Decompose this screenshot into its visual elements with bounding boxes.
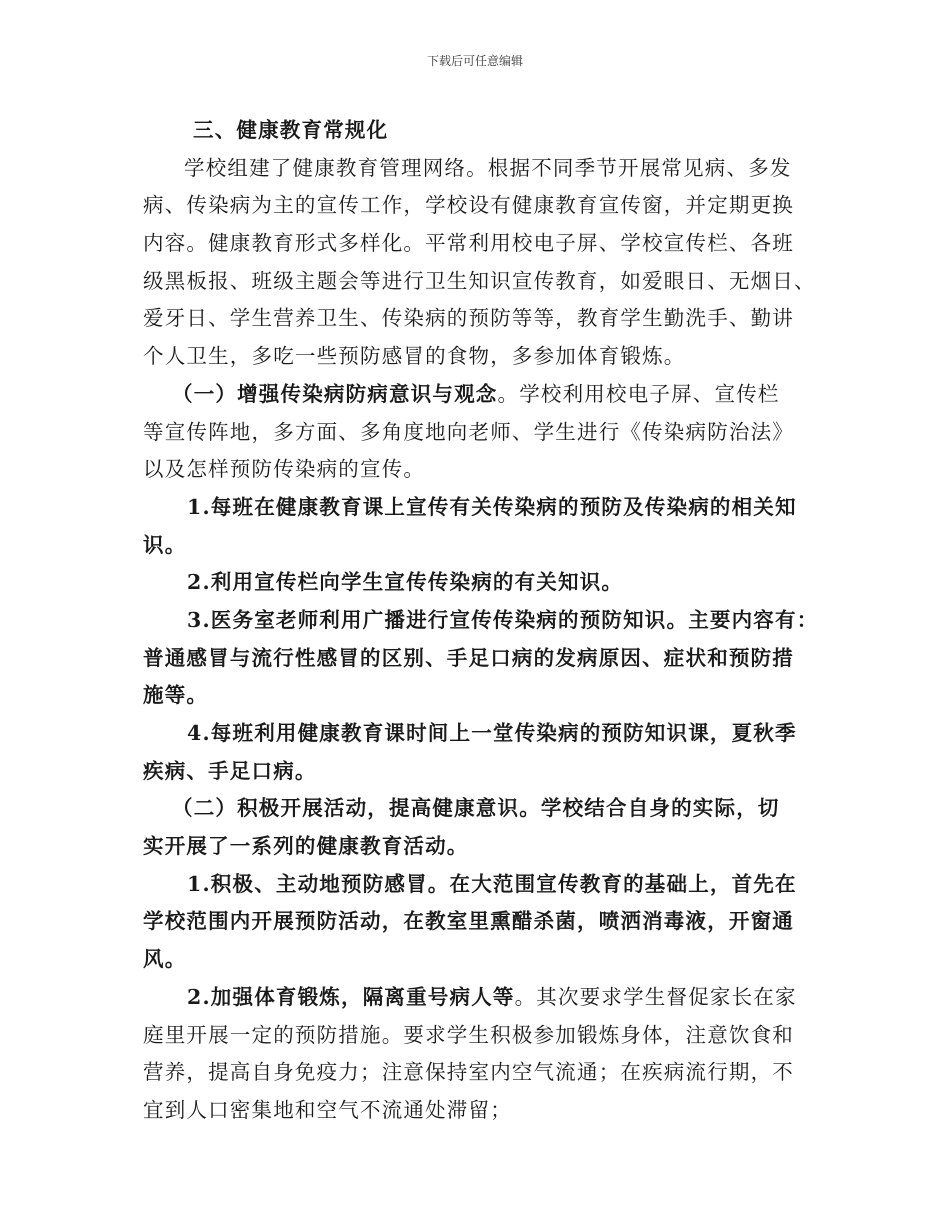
- text-line: 级黑板报、班级主题会等进行卫生知识宣传教育，如爱眼日、无烟日、: [143, 268, 816, 293]
- text-line: 宜到人口密集地和空气不流通处滞留；: [143, 1097, 512, 1122]
- text-line: 学校范围内开展预防活动，在教室里熏醋杀菌，喷洒消毒液，开窗通: [143, 909, 794, 934]
- text-line: 1.积极、主动地预防感冒。在大范围宣传教育的基础上，首先在: [187, 871, 797, 896]
- text-line: 等宣传阵地，多方面、多角度地向老师、学生进行《传染病防治法》: [143, 419, 794, 444]
- page-header: 下载后可任意编辑: [426, 54, 523, 68]
- text-line: 爱牙日、学生营养卫生、传染病的预防等等，教育学生勤洗手、勤讲: [143, 306, 794, 331]
- text-line: 施等。: [143, 683, 209, 708]
- text-line: 4.每班利用健康教育课时间上一堂传染病的预防知识课，夏秋季: [187, 721, 797, 745]
- text-line: 识。: [143, 532, 187, 557]
- text-line: 风。: [143, 947, 187, 972]
- document-body: [143, 112, 819, 1130]
- text-line: 普通感冒与流行性感冒的区别、手足口病的发病原因、症状和预防措: [143, 645, 794, 670]
- text-line: 疾病、手足口病。: [143, 758, 317, 783]
- text-line: [143, 979, 813, 1017]
- text-line: 实开展了一系列的健康教育活动。: [143, 834, 469, 859]
- text-line: 病、传染病为主的宣传工作，学校设有健康教育宣传窗，并定期更换: [143, 193, 794, 218]
- text-line: 内容。健康教育形式多样化。平常利用校电子屏、学校宣传栏、各班: [143, 231, 794, 256]
- text-run: 。学校利用校电子屏、宣传栏: [497, 381, 780, 406]
- text-run: 2.加强体育锻炼，隔离重号病人等: [187, 984, 515, 1009]
- text-line: 2.利用宣传栏向学生宣传传染病的有关知识。: [187, 570, 624, 595]
- text-line: 1.每班在健康教育课上宣传有关传染病的预防及传染病的相关知: [187, 494, 797, 519]
- text-line: 个人卫生，多吃一些预防感冒的食物，多参加体育锻炼。: [143, 344, 686, 369]
- text-line: 三、健康教育常规化: [193, 118, 389, 142]
- text-line: 庭里开展一定的预防措施。要求学生积极参加锻炼身体，注意饮食和: [143, 1022, 794, 1047]
- text-line: [143, 376, 813, 414]
- text-run: 。其次要求学生督促家长在家: [514, 984, 797, 1009]
- text-line: 以及怎样预防传染病的宣传。: [143, 457, 426, 482]
- text-line: 学校组建了健康教育管理网络。根据不同季节开展常见病、多发: [184, 155, 792, 180]
- text-run: （一）增强传染病防病意识与观念: [172, 381, 498, 406]
- text-line: 3.医务室老师利用广播进行宣传传染病的预防知识。主要内容有：: [187, 607, 819, 632]
- text-line: 营养，提高自身免疫力；注意保持室内空气流通；在疾病流行期，不: [143, 1060, 794, 1085]
- text-line: （二）积极开展活动，提高健康意识。学校结合自身的实际，切: [172, 796, 780, 821]
